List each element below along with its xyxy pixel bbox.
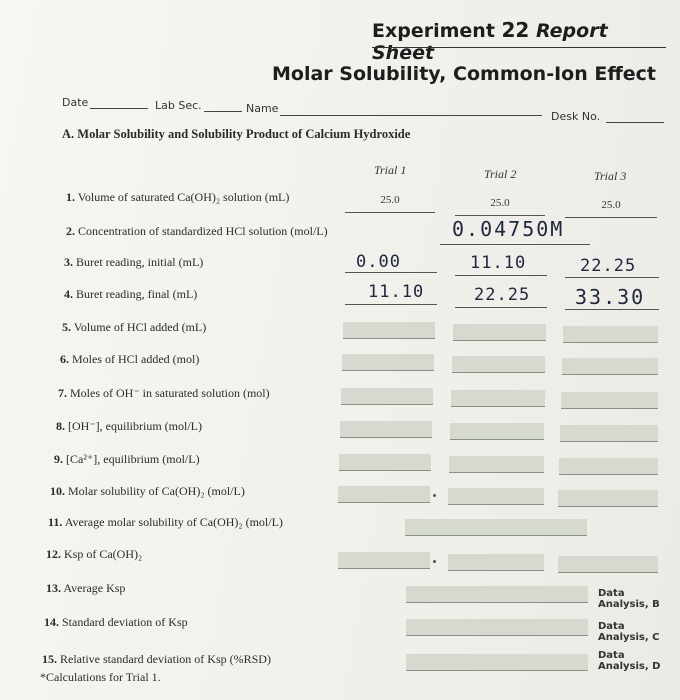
hcl-volume-trial-3[interactable] [563, 326, 658, 343]
marker-dot [433, 560, 436, 563]
final-trial-3-value: 33.30 [575, 285, 646, 309]
trial-3-header: Trial 3 [594, 169, 627, 183]
average-solubility-box[interactable] [405, 519, 587, 536]
report-sheet-label: Report Sheet [372, 20, 608, 64]
row-10-label: 10. Molar solubility of Ca(OH)₂ (mol/L) [50, 484, 245, 498]
initial-trial-1-value: 0.00 [356, 252, 401, 272]
molar-solubility-trial-2[interactable] [448, 488, 544, 505]
average-ksp-box[interactable] [406, 586, 588, 603]
experiment-number: 22 [501, 18, 530, 42]
molar-solubility-trial-1[interactable] [338, 486, 430, 503]
oh-moles-trial-3[interactable] [561, 392, 658, 409]
oh-moles-trial-1[interactable] [341, 388, 433, 405]
ksp-trial-3[interactable] [558, 556, 658, 573]
row-3-label: 3. Buret reading, initial (mL) [64, 255, 204, 269]
row-2-label: 2. Concentration of standardized HCl solution (mol/L) [66, 224, 328, 238]
rsd-ksp-box[interactable] [406, 654, 588, 671]
side-note-d: Data Analysis, D [598, 650, 661, 672]
section-a-heading: A. Molar Solubility and Solubility Product of Calcium Hydroxide [62, 127, 411, 141]
row-12-label: 12. Ksp of Ca(OH)₂ [46, 547, 143, 561]
oh-moles-trial-2[interactable] [451, 390, 545, 407]
side-note-b: Data Analysis, B [598, 588, 660, 610]
volume-trial-1-value: 25.0 [380, 194, 400, 206]
trial-2-header: Trial 2 [484, 167, 517, 181]
ksp-trial-1[interactable] [338, 552, 430, 569]
desk-no-label: Desk No. [551, 110, 601, 123]
marker-dot [433, 494, 436, 497]
row-4-label: 4. Buret reading, final (mL) [64, 287, 198, 301]
row-7-label: 7. Moles of OH⁻ in saturated solution (mol) [58, 386, 270, 400]
ca-conc-trial-3[interactable] [559, 458, 658, 475]
row-13-label: 13. Average Ksp [46, 581, 126, 595]
initial-trial-3-value: 22.25 [580, 256, 637, 276]
row-15-label: 15. Relative standard deviation of Ksp (%RSD) [42, 652, 271, 666]
lab-sec-field[interactable] [204, 111, 242, 112]
name-field[interactable] [280, 115, 542, 116]
row-6-label: 6. Moles of HCl added (mol) [60, 352, 200, 366]
row-9-label: 9. [Ca²⁺], equilibrium (mol/L) [54, 452, 200, 466]
trial-1-header: Trial 1 [374, 163, 407, 177]
footnote: *Calculations for Trial 1. [40, 670, 161, 684]
page-title: Molar Solubility, Common-Ion Effect [272, 63, 656, 85]
oh-conc-trial-2[interactable] [450, 423, 544, 440]
final-trial-2-value: 22.25 [474, 285, 531, 305]
volume-trial-2-value: 25.0 [490, 197, 510, 209]
row-8-label: 8. [OH⁻], equilibrium (mol/L) [56, 419, 202, 433]
ca-conc-trial-1[interactable] [339, 454, 431, 471]
concentration-handwritten: 0.04750M [452, 217, 565, 241]
date-label: Date [62, 96, 89, 109]
row-5-label: 5. Volume of HCl added (mL) [62, 320, 207, 334]
final-trial-1-value: 11.10 [368, 282, 425, 302]
ca-conc-trial-2[interactable] [449, 456, 544, 473]
volume-trial-3-value: 25.0 [601, 199, 621, 211]
heading-rule [372, 47, 666, 48]
molar-solubility-trial-3[interactable] [558, 490, 658, 507]
experiment-heading [372, 18, 672, 64]
hcl-volume-trial-1[interactable] [343, 322, 435, 339]
hcl-moles-trial-3[interactable] [562, 358, 658, 375]
initial-trial-2-value: 11.10 [470, 253, 527, 273]
lab-sec-label: Lab Sec. [155, 99, 202, 112]
hcl-moles-trial-2[interactable] [452, 356, 545, 373]
date-field[interactable] [90, 108, 148, 109]
side-note-c: Data Analysis, C [598, 621, 660, 643]
oh-conc-trial-3[interactable] [560, 425, 658, 442]
row-1-label: 1. Volume of saturated Ca(OH)₂ solution (mL) [66, 190, 290, 204]
hcl-moles-trial-1[interactable] [342, 354, 434, 371]
ksp-trial-2[interactable] [448, 554, 544, 571]
hcl-volume-trial-2[interactable] [453, 324, 546, 341]
experiment-prefix: Experiment [372, 20, 502, 42]
name-label: Name [246, 102, 279, 115]
oh-conc-trial-1[interactable] [340, 421, 432, 438]
row-14-label: 14. Standard deviation of Ksp [44, 615, 188, 629]
std-dev-ksp-box[interactable] [406, 619, 588, 636]
row-11-label: 11. Average molar solubility of Ca(OH)₂ (mol/L) [48, 515, 283, 529]
desk-no-field[interactable] [606, 122, 664, 123]
